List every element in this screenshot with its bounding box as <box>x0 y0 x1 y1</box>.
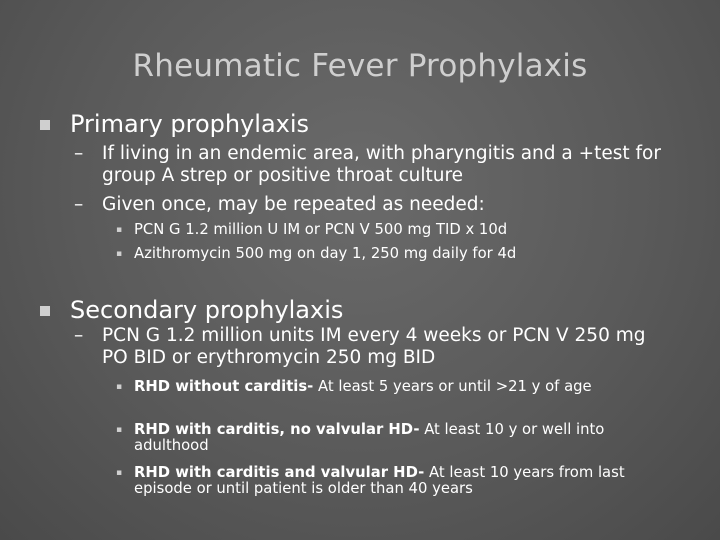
dash-bullet-icon: – <box>74 194 84 215</box>
primary-dose-item-2 <box>116 246 676 262</box>
primary-dose-item-1 <box>116 222 676 238</box>
primary-heading: Primary prophylaxis <box>70 110 310 138</box>
bullet-secondary-prophylaxis <box>40 296 343 324</box>
secondary-duration-item-3 <box>116 465 676 497</box>
primary-sub-item-1 <box>74 143 674 186</box>
slide-title: Rheumatic Fever Prophylaxis <box>132 48 588 84</box>
square-bullet-icon <box>40 120 50 130</box>
square-bullet-icon <box>40 306 50 316</box>
dash-bullet-icon: – <box>74 143 84 164</box>
primary-sub-1-text: If living in an endemic area, with pharyngitis and a +test for group A strep or positive throat culture <box>102 143 661 186</box>
small-square-bullet-icon: ▪ <box>116 425 123 435</box>
small-square-bullet-icon: ▪ <box>116 382 123 392</box>
primary-sub-item-2 <box>74 194 674 216</box>
primary-dose-2-text: Azithromycin 500 mg on day 1, 250 mg daily for 4d <box>134 245 517 262</box>
secondary-sub-item-1 <box>74 325 674 368</box>
dash-bullet-icon: – <box>74 325 84 346</box>
secondary-duration-item-1 <box>116 379 676 395</box>
secondary-heading: Secondary prophylaxis <box>70 296 344 324</box>
secondary-duration-1-text: RHD without carditis- At least 5 years or until >21 y of age <box>134 378 592 395</box>
small-square-bullet-icon: ▪ <box>116 249 123 259</box>
secondary-duration-3-text: RHD with carditis and valvular HD- At least 10 years from last episode or until patient is older than 40 years <box>134 464 625 497</box>
small-square-bullet-icon: ▪ <box>116 225 123 235</box>
secondary-sub-1-text: PCN G 1.2 million units IM every 4 weeks or PCN V 250 mg PO BID or erythromycin 250 mg BID <box>102 325 646 368</box>
secondary-duration-2-text: RHD with carditis, no valvular HD- At least 10 y or well into adulthood <box>134 421 605 454</box>
primary-dose-1-text: PCN G 1.2 million U IM or PCN V 500 mg TID x 10d <box>134 221 508 238</box>
small-square-bullet-icon: ▪ <box>116 468 123 478</box>
secondary-duration-item-2 <box>116 422 676 454</box>
bullet-primary-prophylaxis <box>40 110 309 138</box>
primary-sub-2-text: Given once, may be repeated as needed: <box>102 194 485 215</box>
